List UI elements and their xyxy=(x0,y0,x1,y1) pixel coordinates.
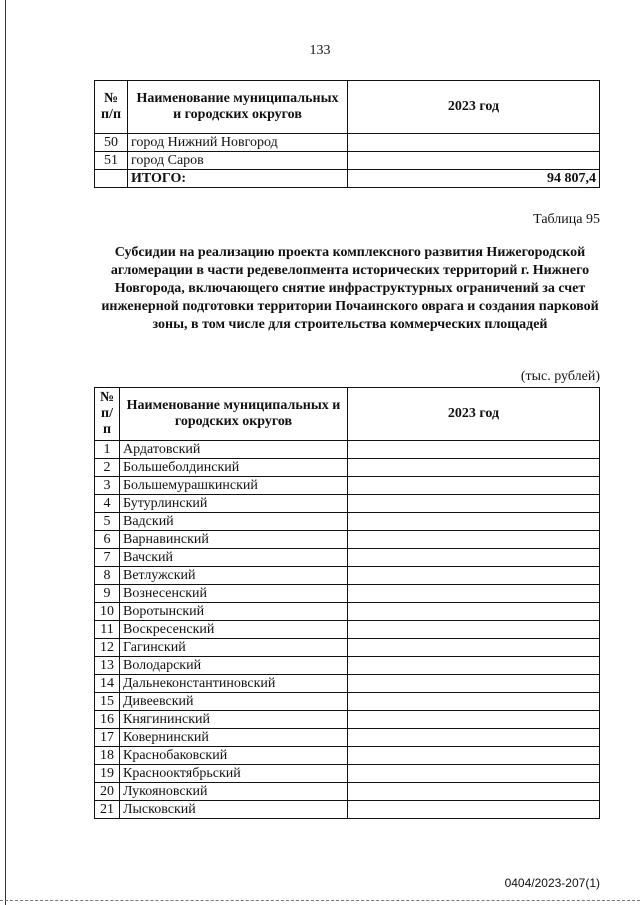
row-number: 6 xyxy=(95,531,120,549)
row-value xyxy=(348,693,600,711)
table-row xyxy=(95,657,600,675)
row-name: Вачский xyxy=(120,549,348,567)
row-number: 20 xyxy=(95,783,120,801)
row-value xyxy=(348,567,600,585)
row-name: Княгининский xyxy=(120,711,348,729)
row-name: Лукояновский xyxy=(120,783,348,801)
row-number: 15 xyxy=(95,693,120,711)
table-body xyxy=(95,441,600,819)
table-header-row xyxy=(95,388,600,441)
row-number: 51 xyxy=(95,152,128,170)
row-number: 19 xyxy=(95,765,120,783)
row-value xyxy=(348,152,600,170)
document-code: 0404/2023-207(1) xyxy=(504,876,600,890)
row-value xyxy=(348,513,600,531)
row-number: 16 xyxy=(95,711,120,729)
row-number: 18 xyxy=(95,747,120,765)
table-row xyxy=(95,441,600,459)
table-row xyxy=(95,603,600,621)
row-name: Краснооктябрьский xyxy=(120,765,348,783)
table-row xyxy=(95,152,600,170)
row-number: 4 xyxy=(95,495,120,513)
row-name: Варнавинский xyxy=(120,531,348,549)
row-number: 21 xyxy=(95,801,120,819)
row-number: 17 xyxy=(95,729,120,747)
table-95 xyxy=(94,387,600,819)
table-row xyxy=(95,513,600,531)
units-label: (тыс. рублей) xyxy=(520,369,600,384)
page-left-edge xyxy=(5,0,6,905)
row-name: Ветлужский xyxy=(120,567,348,585)
header-year: 2023 год xyxy=(348,388,600,441)
row-number: 13 xyxy=(95,657,120,675)
row-value xyxy=(348,477,600,495)
row-value xyxy=(348,585,600,603)
table-row xyxy=(95,693,600,711)
table-row xyxy=(95,549,600,567)
table-row xyxy=(95,567,600,585)
table-title: Субсидии на реализацию проекта комплексного развития Нижегородской агломерации в части редевелопмента исторических территорий г. Нижнего Новгорода, включающего снятие инфраструктурных ограничений за счет инженерной подготовки территории Почаинского оврага и создания парковой зоны, в том числе для строительства коммерческих площадей xyxy=(101,245,599,332)
row-name: Володарский xyxy=(120,657,348,675)
table-body xyxy=(95,134,600,188)
table-row xyxy=(95,621,600,639)
row-value xyxy=(348,729,600,747)
row-name: Гагинский xyxy=(120,639,348,657)
page-number: 133 xyxy=(309,43,331,58)
row-number: 8 xyxy=(95,567,120,585)
table-row xyxy=(95,801,600,819)
row-number: 9 xyxy=(95,585,120,603)
row-value xyxy=(348,639,600,657)
table-row xyxy=(95,729,600,747)
row-value xyxy=(348,531,600,549)
footer-line xyxy=(0,900,640,902)
table-row xyxy=(95,134,600,152)
header-name: Наименование муниципальных и городских округов xyxy=(128,81,348,134)
row-value xyxy=(348,459,600,477)
table-row xyxy=(95,675,600,693)
total-row xyxy=(95,170,600,188)
row-value xyxy=(348,603,600,621)
header-name: Наименование муниципальных и городских округов xyxy=(120,388,348,441)
table-row xyxy=(95,783,600,801)
row-number: 11 xyxy=(95,621,120,639)
row-name: Ковернинский xyxy=(120,729,348,747)
row-number: 12 xyxy=(95,639,120,657)
table-row xyxy=(95,711,600,729)
row-number: 50 xyxy=(95,134,128,152)
row-value xyxy=(348,801,600,819)
row-name: Бутурлинский xyxy=(120,495,348,513)
row-name: город Саров xyxy=(128,152,348,170)
row-value xyxy=(348,134,600,152)
row-value xyxy=(348,657,600,675)
row-number: 2 xyxy=(95,459,120,477)
row-name: Большемурашкинский xyxy=(120,477,348,495)
row-name: город Нижний Новгород xyxy=(128,134,348,152)
row-name: Большеболдинский xyxy=(120,459,348,477)
header-no: № п/п xyxy=(95,388,120,441)
row-name: Дивеевский xyxy=(120,693,348,711)
table-row xyxy=(95,459,600,477)
table-row xyxy=(95,477,600,495)
row-value xyxy=(348,783,600,801)
row-value xyxy=(348,495,600,513)
row-name: Лысковский xyxy=(120,801,348,819)
row-value xyxy=(348,711,600,729)
row-value xyxy=(348,675,600,693)
row-name: Вознесенский xyxy=(120,585,348,603)
row-name: Вадский xyxy=(120,513,348,531)
row-number: 10 xyxy=(95,603,120,621)
row-number: 7 xyxy=(95,549,120,567)
row-name: Краснобаковский xyxy=(120,747,348,765)
row-value xyxy=(348,549,600,567)
table-row xyxy=(95,531,600,549)
row-name: Воскресенский xyxy=(120,621,348,639)
row-name: Дальнеконстантиновский xyxy=(120,675,348,693)
row-name: Воротынский xyxy=(120,603,348,621)
row-number: 5 xyxy=(95,513,120,531)
row-number: 3 xyxy=(95,477,120,495)
table-label: Таблица 95 xyxy=(533,212,600,227)
row-value xyxy=(348,441,600,459)
row-number: 14 xyxy=(95,675,120,693)
table-row xyxy=(95,585,600,603)
row-value xyxy=(348,765,600,783)
table-continuation xyxy=(94,80,600,188)
total-label: ИТОГО: xyxy=(128,170,348,188)
table-row xyxy=(95,495,600,513)
row-name: Ардатовский xyxy=(120,441,348,459)
row-value xyxy=(348,621,600,639)
header-no: № п/п xyxy=(95,81,128,134)
table-row xyxy=(95,747,600,765)
table-row xyxy=(95,765,600,783)
row-number: 1 xyxy=(95,441,120,459)
table-header-row xyxy=(95,81,600,134)
total-value: 94 807,4 xyxy=(348,170,600,188)
header-year: 2023 год xyxy=(348,81,600,134)
row-value xyxy=(348,747,600,765)
table-row xyxy=(95,639,600,657)
total-empty xyxy=(95,170,128,188)
